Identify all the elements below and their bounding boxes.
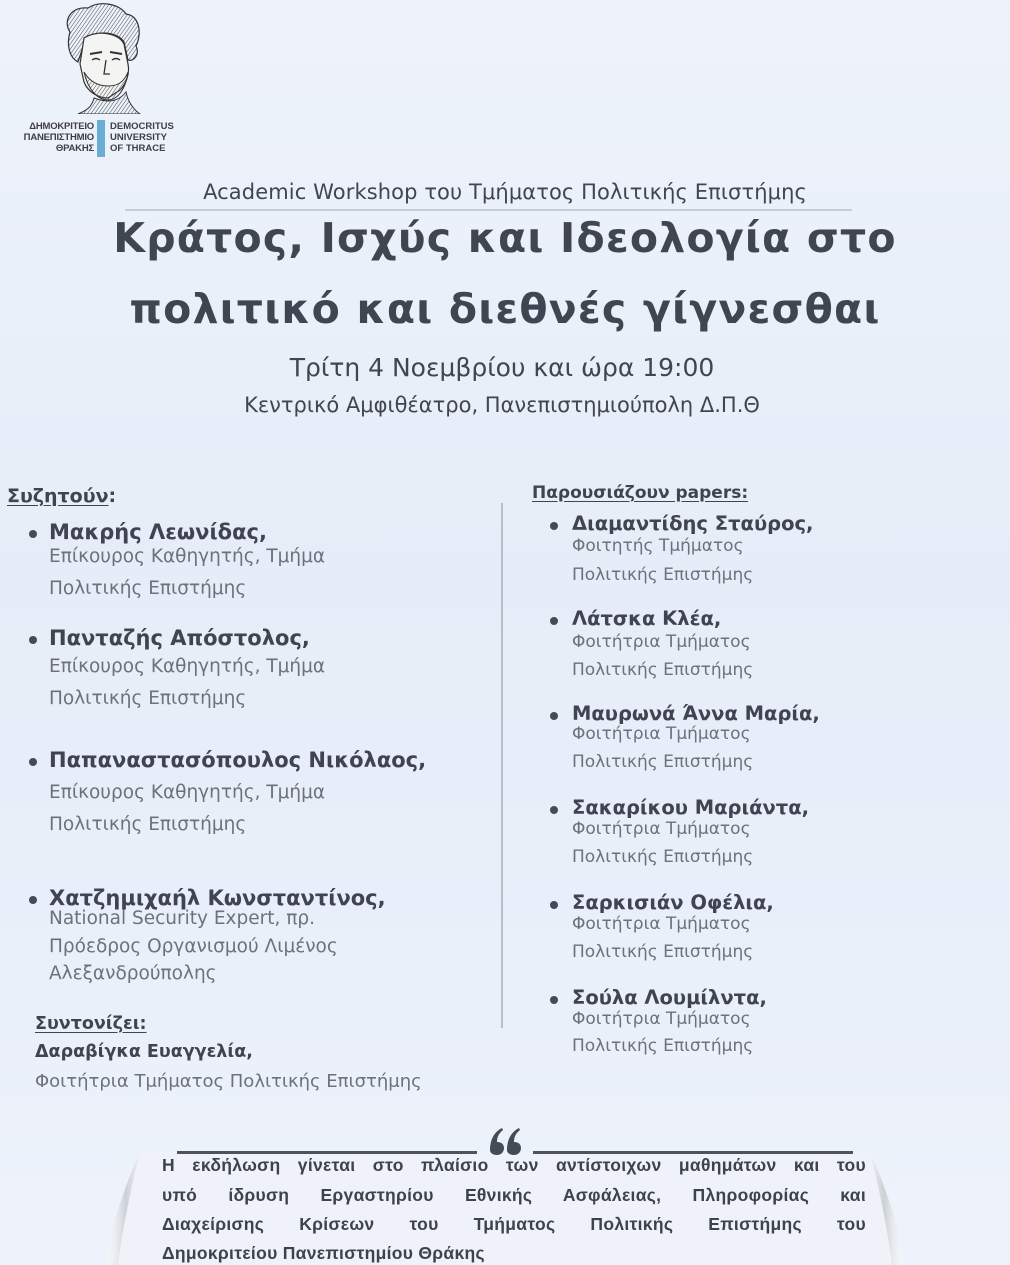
quote-line: Η εκδήλωση γίνεται στο πλαίσιο των αντίστοιχων μαθημάτων και του	[162, 1155, 866, 1175]
bullet-icon	[29, 758, 37, 766]
presenter-name: Σαρκισιάν Οφέλια,	[572, 891, 774, 914]
presenter-role: Φοιτήτρια Τμήματος	[572, 819, 751, 839]
discussant-role: Πολιτικής Επιστήμης	[49, 578, 247, 599]
discussant-role: Πρόεδρος Οργανισμού Λιμένος	[49, 936, 338, 957]
discussant-name: Παπαναστασόπουλος Νικόλαος,	[49, 748, 427, 772]
event-title-line-1: Κράτος, Ισχύς και Ιδεολογία στο	[113, 214, 897, 262]
logo-gr-line: ΔΗΜΟΚΡΙΤΕΙΟ	[29, 121, 94, 132]
quote-mark-icon	[486, 1120, 526, 1160]
discussant-name: Χατζημιχαήλ Κωνσταντίνος,	[49, 886, 386, 910]
logo-gr-line: ΠΑΝΕΠΙΣΤΗΜΙΟ	[23, 132, 94, 143]
logo-gr-line: ΘΡΑΚΗΣ	[55, 143, 94, 154]
bullet-icon	[29, 636, 37, 644]
presenter-name: Διαμαντίδης Σταύρος,	[572, 512, 814, 535]
logo-en-line: OF THRACE	[110, 143, 166, 154]
bullet-icon	[550, 617, 558, 625]
presenter-role: Φοιτήτρια Τμήματος	[572, 632, 751, 652]
discussant-role: Πολιτικής Επιστήμης	[49, 814, 247, 835]
moderator-name: Δαραβίγκα Ευαγγελία,	[35, 1042, 253, 1062]
presenter-name: Λάτσκα Κλέα,	[572, 607, 722, 630]
discussant-role: National Security Expert, πρ.	[49, 908, 315, 929]
discussants-heading-colon: :	[108, 485, 117, 507]
quote-rule-left	[177, 1151, 477, 1154]
discussant-role: Αλεξανδρούπολης	[49, 963, 217, 984]
quote-rule-right	[533, 1151, 853, 1154]
quote-line: Δημοκριτείου Πανεπιστημίου Θράκης	[162, 1243, 485, 1263]
bullet-icon	[550, 901, 558, 909]
discussants-heading	[7, 485, 116, 507]
presenter-role: Φοιτήτρια Τμήματος	[572, 724, 751, 744]
presenter-role: Πολιτικής Επιστήμης	[572, 1036, 754, 1056]
bullet-icon	[29, 530, 37, 538]
presenter-role: Φοιτήτρια Τμήματος	[572, 1009, 751, 1029]
logo-name-english	[110, 121, 200, 154]
event-venue: Κεντρικό Αμφιθέατρο, Πανεπιστημιούπολη Δ.Π.Θ	[244, 393, 760, 417]
discussant-role: Πολιτικής Επιστήμης	[49, 688, 247, 709]
presenter-role: Πολιτικής Επιστήμης	[572, 565, 754, 585]
democritus-bust-icon	[48, 2, 148, 114]
logo-name-greek	[6, 121, 94, 154]
bullet-icon	[550, 522, 558, 530]
subtitle-underline	[125, 209, 852, 211]
presenter-role: Πολιτικής Επιστήμης	[572, 752, 754, 772]
presenter-name: Σακαρίκου Μαριάντα,	[572, 796, 810, 819]
presenter-role: Φοιτήτρια Τμήματος	[572, 914, 751, 934]
presenter-role: Πολιτικής Επιστήμης	[572, 942, 754, 962]
event-date: Τρίτη 4 Νοεμβρίου και ώρα 19:00	[289, 353, 715, 382]
discussant-name: Μακρής Λεωνίδας,	[49, 520, 267, 544]
presenter-role: Πολιτικής Επιστήμης	[572, 847, 754, 867]
presenter-name: Μαυρωνά Άννα Μαρία,	[572, 702, 820, 725]
moderator-role: Φοιτήτρια Τμήματος Πολιτικής Επιστήμης	[35, 1071, 422, 1092]
presenters-heading: Παρουσιάζουν papers:	[532, 483, 749, 503]
event-subtitle: Academic Workshop του Τμήματος Πολιτικής Επιστήμης	[203, 180, 807, 204]
discussant-name: Πανταζής Απόστολος,	[49, 626, 310, 650]
event-title-line-2: πολιτικό και διεθνές γίγνεσθαι	[129, 285, 881, 333]
university-logo	[0, 0, 200, 165]
logo-accent-bar	[97, 120, 105, 157]
column-divider	[501, 503, 503, 1028]
discussants-heading-text: Συζητούν	[7, 485, 109, 507]
bullet-icon	[550, 996, 558, 1004]
bullet-icon	[550, 806, 558, 814]
moderator-heading: Συντονίζει:	[35, 1014, 147, 1034]
discussant-role: Επίκουρος Καθηγητής, Τμήμα	[49, 546, 326, 567]
bullet-icon	[29, 896, 37, 904]
discussant-role: Επίκουρος Καθηγητής, Τμήμα	[49, 782, 326, 803]
quote-line: υπό ίδρυση Εργαστηρίου Εθνικής Ασφάλειας, Πληροφορίας και	[162, 1185, 866, 1205]
logo-en-line: UNIVERSITY	[110, 132, 168, 143]
presenter-role: Φοιτητής Τμήματος	[572, 536, 744, 556]
discussant-role: Επίκουρος Καθηγητής, Τμήμα	[49, 656, 326, 677]
presenter-role: Πολιτικής Επιστήμης	[572, 660, 754, 680]
logo-en-line: DEMOCRITUS	[110, 121, 174, 132]
bullet-icon	[550, 712, 558, 720]
presenter-name: Σούλα Λουμίλντα,	[572, 986, 767, 1009]
quote-line: Διαχείρισης Κρίσεων του Τμήματος Πολιτικής Επιστήμης του	[162, 1214, 866, 1234]
